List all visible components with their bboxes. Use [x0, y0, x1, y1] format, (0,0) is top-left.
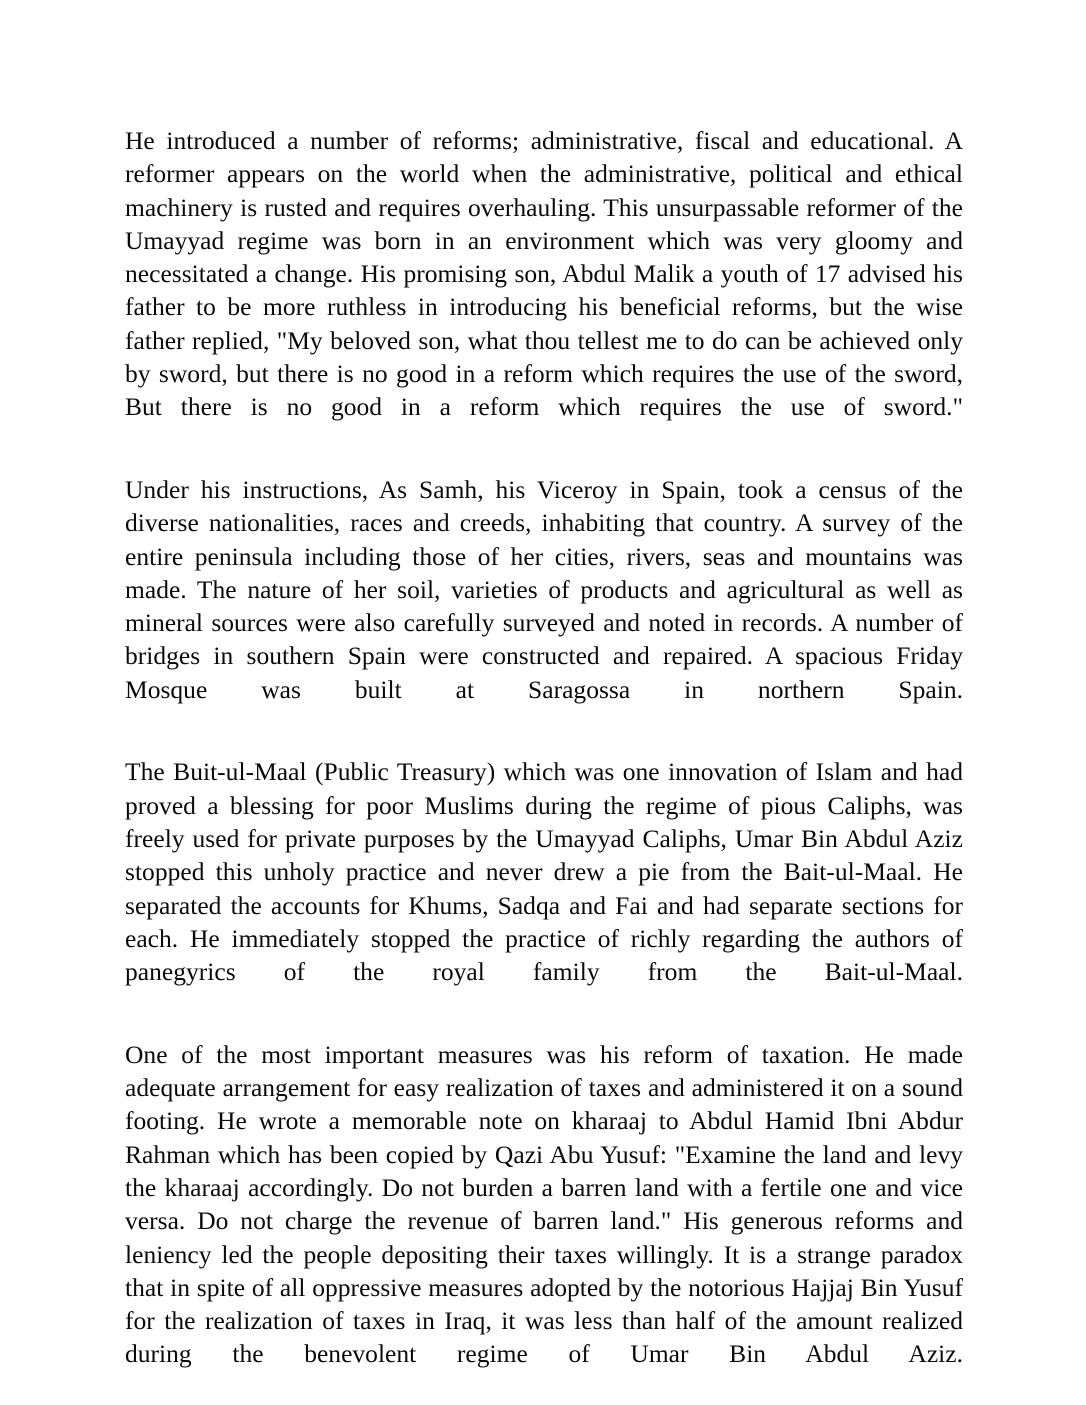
paragraph-2: Under his instructions, As Samh, his Viceroy in Spain, took a census of the diverse nationalities, races and creeds, inhabiting that country. A survey of the entire peninsula including those of her cities, rivers, seas and mountains was made. The nature of her soil, varieties of products and agricultural as well as mineral sources were also carefully surveyed and noted in records. A number of bridges in southern Spain were constructed and repaired. A spacious Friday Mosque was built at Saragossa in northern Spain. [125, 474, 963, 704]
paragraph-4: One of the most important measures was his reform of taxation. He made adequate arrangement for easy realization of taxes and administered it on a sound footing. He wrote a memorable note on kharaaj to Abdul Hamid Ibni Abdur Rahman which has been copied by Qazi Abu Yusuf: "Examine the land and levy the kharaaj accordingly. Do not burden a barren land with a fertile one and vice versa. Do not charge the revenue of barren land." His generous reforms and leniency led the people depositing their taxes willingly. It is a strange paradox that in spite of all oppressive measures adopted by the notorious Hajjaj Bin Yusuf for the realization of taxes in Iraq, it was less than half of the amount realized during the benevolent regime of Umar Bin Abdul Aziz. [125, 1039, 963, 1369]
text-column [125, 124, 963, 1404]
paragraph-3: The Buit-ul-Maal (Public Treasury) which was one innovation of Islam and had proved a blessing for poor Muslims during the regime of pious Caliphs, was freely used for private purposes by the Umayyad Caliphs, Umar Bin Abdul Aziz stopped this unholy practice and never drew a pie from the Bait-ul-Maal. He separated the accounts for Khums, Sadqa and Fai and had separate sections for each. He immediately stopped the practice of richly regarding the authors of panegyrics of the royal family from the Bait-ul-Maal. [125, 757, 963, 987]
paragraph-1: He introduced a number of reforms; administrative, fiscal and educational. A reformer appears on the world when the administrative, political and ethical machinery is rusted and requires overhauling. This unsurpassable reformer of the Umayyad regime was born in an environment which was very gloomy and necessitated a change. His promising son, Abdul Malik a youth of 17 advised his father to be more ruthless in introducing his beneficial reforms, but the wise father replied, "My beloved son, what thou tellest me to do can be achieved only by sword, but there is no good in a reform which requires the use of the sword, But there is no good in a reform which requires the use of sword." [125, 126, 963, 422]
